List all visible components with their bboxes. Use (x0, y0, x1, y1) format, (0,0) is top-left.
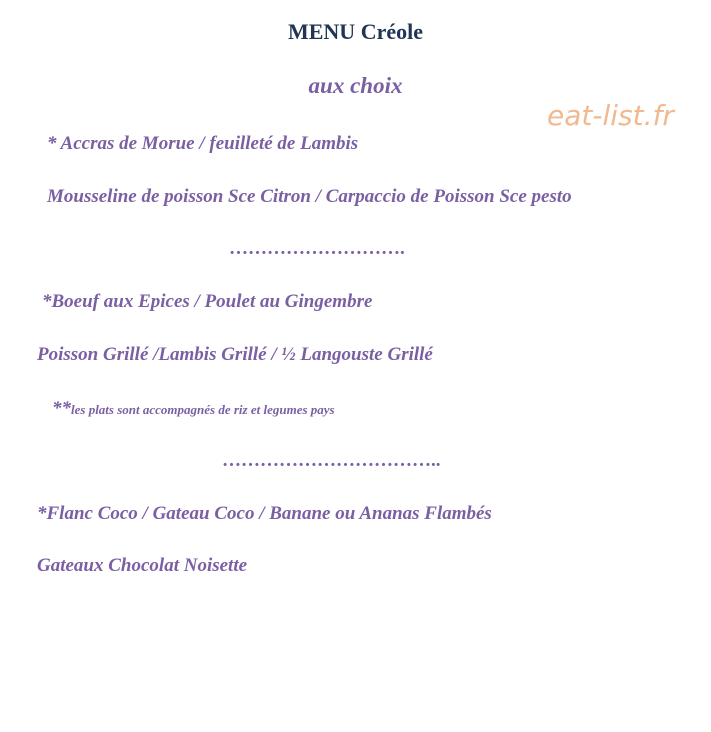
section-separator-2: …………………………….. (222, 450, 441, 471)
menu-title: MENU Créole (287, 19, 423, 44)
note-text: les plats sont accompagnés de riz et legumes pays (71, 402, 335, 417)
watermark-logo: eat-list.fr (547, 99, 674, 132)
menu-subtitle: aux choix (308, 73, 403, 98)
main-item-1: *Boeuf aux Epices / Poulet au Gingembre (42, 291, 373, 312)
starter-item-2: Mousseline de poisson Sce Citron / Carpaccio de Poisson Sce pesto (47, 186, 572, 207)
dessert-item-2: Gateaux Chocolat Noisette (37, 555, 248, 576)
starter-item-1: * Accras de Morue / feuilleté de Lambis (47, 133, 359, 154)
main-item-2: Poisson Grillé /Lambis Grillé / ½ Langouste Grillé (37, 344, 433, 365)
dessert-item-1: *Flanc Coco / Gateau Coco / Banane ou Ananas Flambés (37, 503, 492, 524)
side-dish-note (52, 399, 335, 418)
note-stars: ** (52, 398, 71, 419)
section-separator-1: ………………………. (229, 238, 405, 259)
